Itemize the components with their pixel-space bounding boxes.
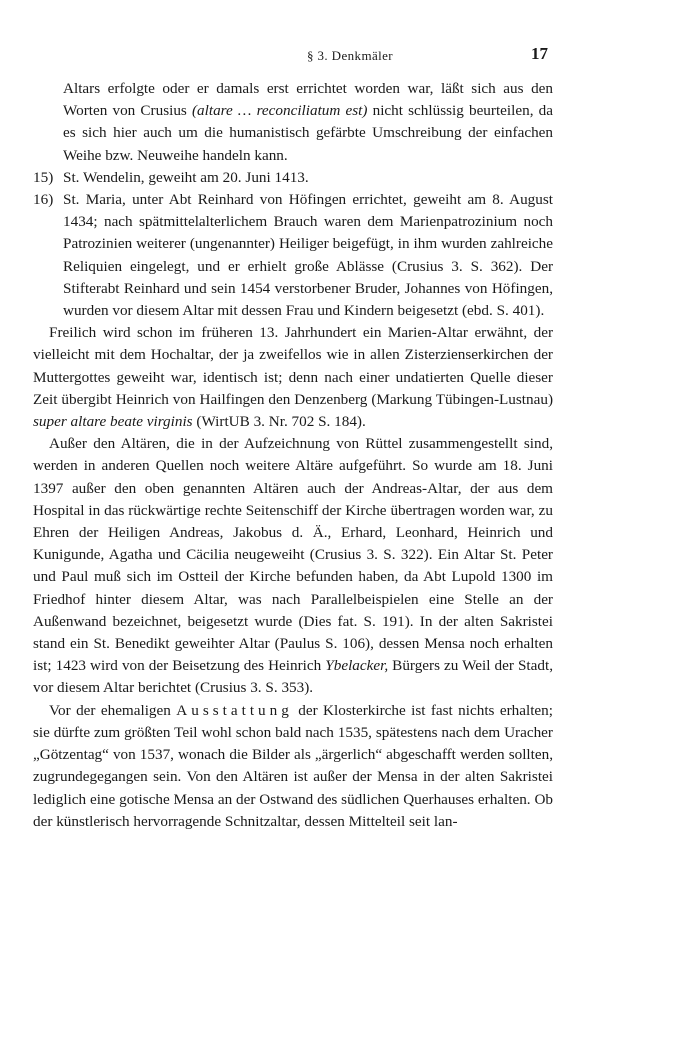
text-run: Vor der ehemaligen [49,701,177,719]
latin-quote: super altare beate virginis [33,413,193,431]
italic-name: Ybelacker, [325,657,389,675]
page-number: 17 [531,44,548,63]
item-text: St. Wendelin, geweiht am 20. Juni 1413. [63,168,309,186]
paragraph [33,433,553,699]
continued-paragraph [63,78,553,167]
paragraph [33,322,553,433]
running-head: § 3. Denkmäler [306,48,394,63]
body-text [33,78,553,833]
spaced-term: Ausstattung [176,701,293,719]
list-item [33,189,553,322]
latin-quote: (altare … reconciliatum est) [191,102,368,120]
text-run: der Klosterkirche ist fast nichts erhalten; sie dürfte zum größten Teil wohl schon bald nach 1535, spätestens nach dem Uracher „Götzentag“ von 1537, wonach die Bilder als „ärgerlich“ abgeschafft werden sollten, zugrundegegangen sein. Von den Altären ist außer der Mensa in der alten Sakristei lediglich eine gotische Mensa an der Ostwand des südlichen Querhauses erhalten. Ob der künstlerisch hervorragende Schnitzaltar, dessen Mittelteil seit lan- [33,701,553,830]
paragraph [33,700,553,833]
text-run: Außer den Altären, die in der Aufzeichnung von Rüttel zusammengestellt sind, werden in anderen Quellen noch weitere Altäre aufgeführt. So wurde am 18. Juni 1397 außer den oben genannten Altären auch der Andreas-Altar, der aus dem Hospital in das rückwärtige rechte Seitenschiff der Kirche übertragen worden war, zu Ehren der Heiligen Andreas, Jakobus d. Ä., Erhard, Leonhard, Heinrich und Kunigunde, Agatha und Cäcilia neugeweiht (Crusius 3. S. 322). Ein Altar St. Peter und Paul muß sich im Ostteil der Kirche befunden haben, da Abt Lupold 1300 im Friedhof hinter diesem Altar, was nach Parallelbeispielen eine Stelle an der Außenwand bezeichnet, beigesetzt wurde (Dies fat. S. 191). In der alten Sakristei stand ein St. Benedikt geweihter Altar (Paulus S. 106), dessen Mensa noch erhalten ist; 1423 wird von der Beisetzung des Heinrich [33,435,553,675]
item-number: 16) [33,191,54,209]
item-number: 15) [33,168,54,186]
text-run: (WirtUB 3. Nr. 702 S. 184). [192,413,366,431]
page-header [0,44,700,68]
list-item [33,167,553,189]
text-run: Bürgers zu Weil der Stadt, vor diesem Altar berichtet (Crusius 3. S. 353). [33,657,553,697]
text-run: Altars erfolgte oder er damals erst errichtet worden war, läßt sich aus den Worten von Crusius [63,80,553,120]
item-text: St. Maria, unter Abt Reinhard von Höfingen errichtet, geweiht am 8. August 1434; nach spätmittelalterlichem Brauch waren dem Marienpatrozinium noch Patrozinien weiterer (ungenannter) Heiliger beigefügt, in ihm wurden zahlreiche Reliquien eingelegt, und er erhielt große Ablässe (Crusius 3. S. 362). Der Stifterabt Reinhard und sein 1454 verstorbener Bruder, Johannes von Höfingen, wurden vor diesem Altar mit dessen Frau und Kindern beigesetzt (ebd. S. 401). [63,191,553,320]
text-run: Freilich wird schon im früheren 13. Jahrhundert ein Marien-Altar erwähnt, der vielleicht mit dem Hochaltar, der ja zweifellos wie in allen Zisterzienserkirchen der Muttergottes geweiht war, identisch ist; denn nach einer undatierten Quelle dieser Zeit übergibt Heinrich von Hailfingen den Denzenberg (Markung Tübingen-Lustnau) [33,324,553,408]
text-run: nicht schlüssig beurteilen, da es sich hier auch um die humanistisch gefärbte Umschreibung der einfachen Weihe bzw. Neuweihe handeln kann. [63,102,553,164]
